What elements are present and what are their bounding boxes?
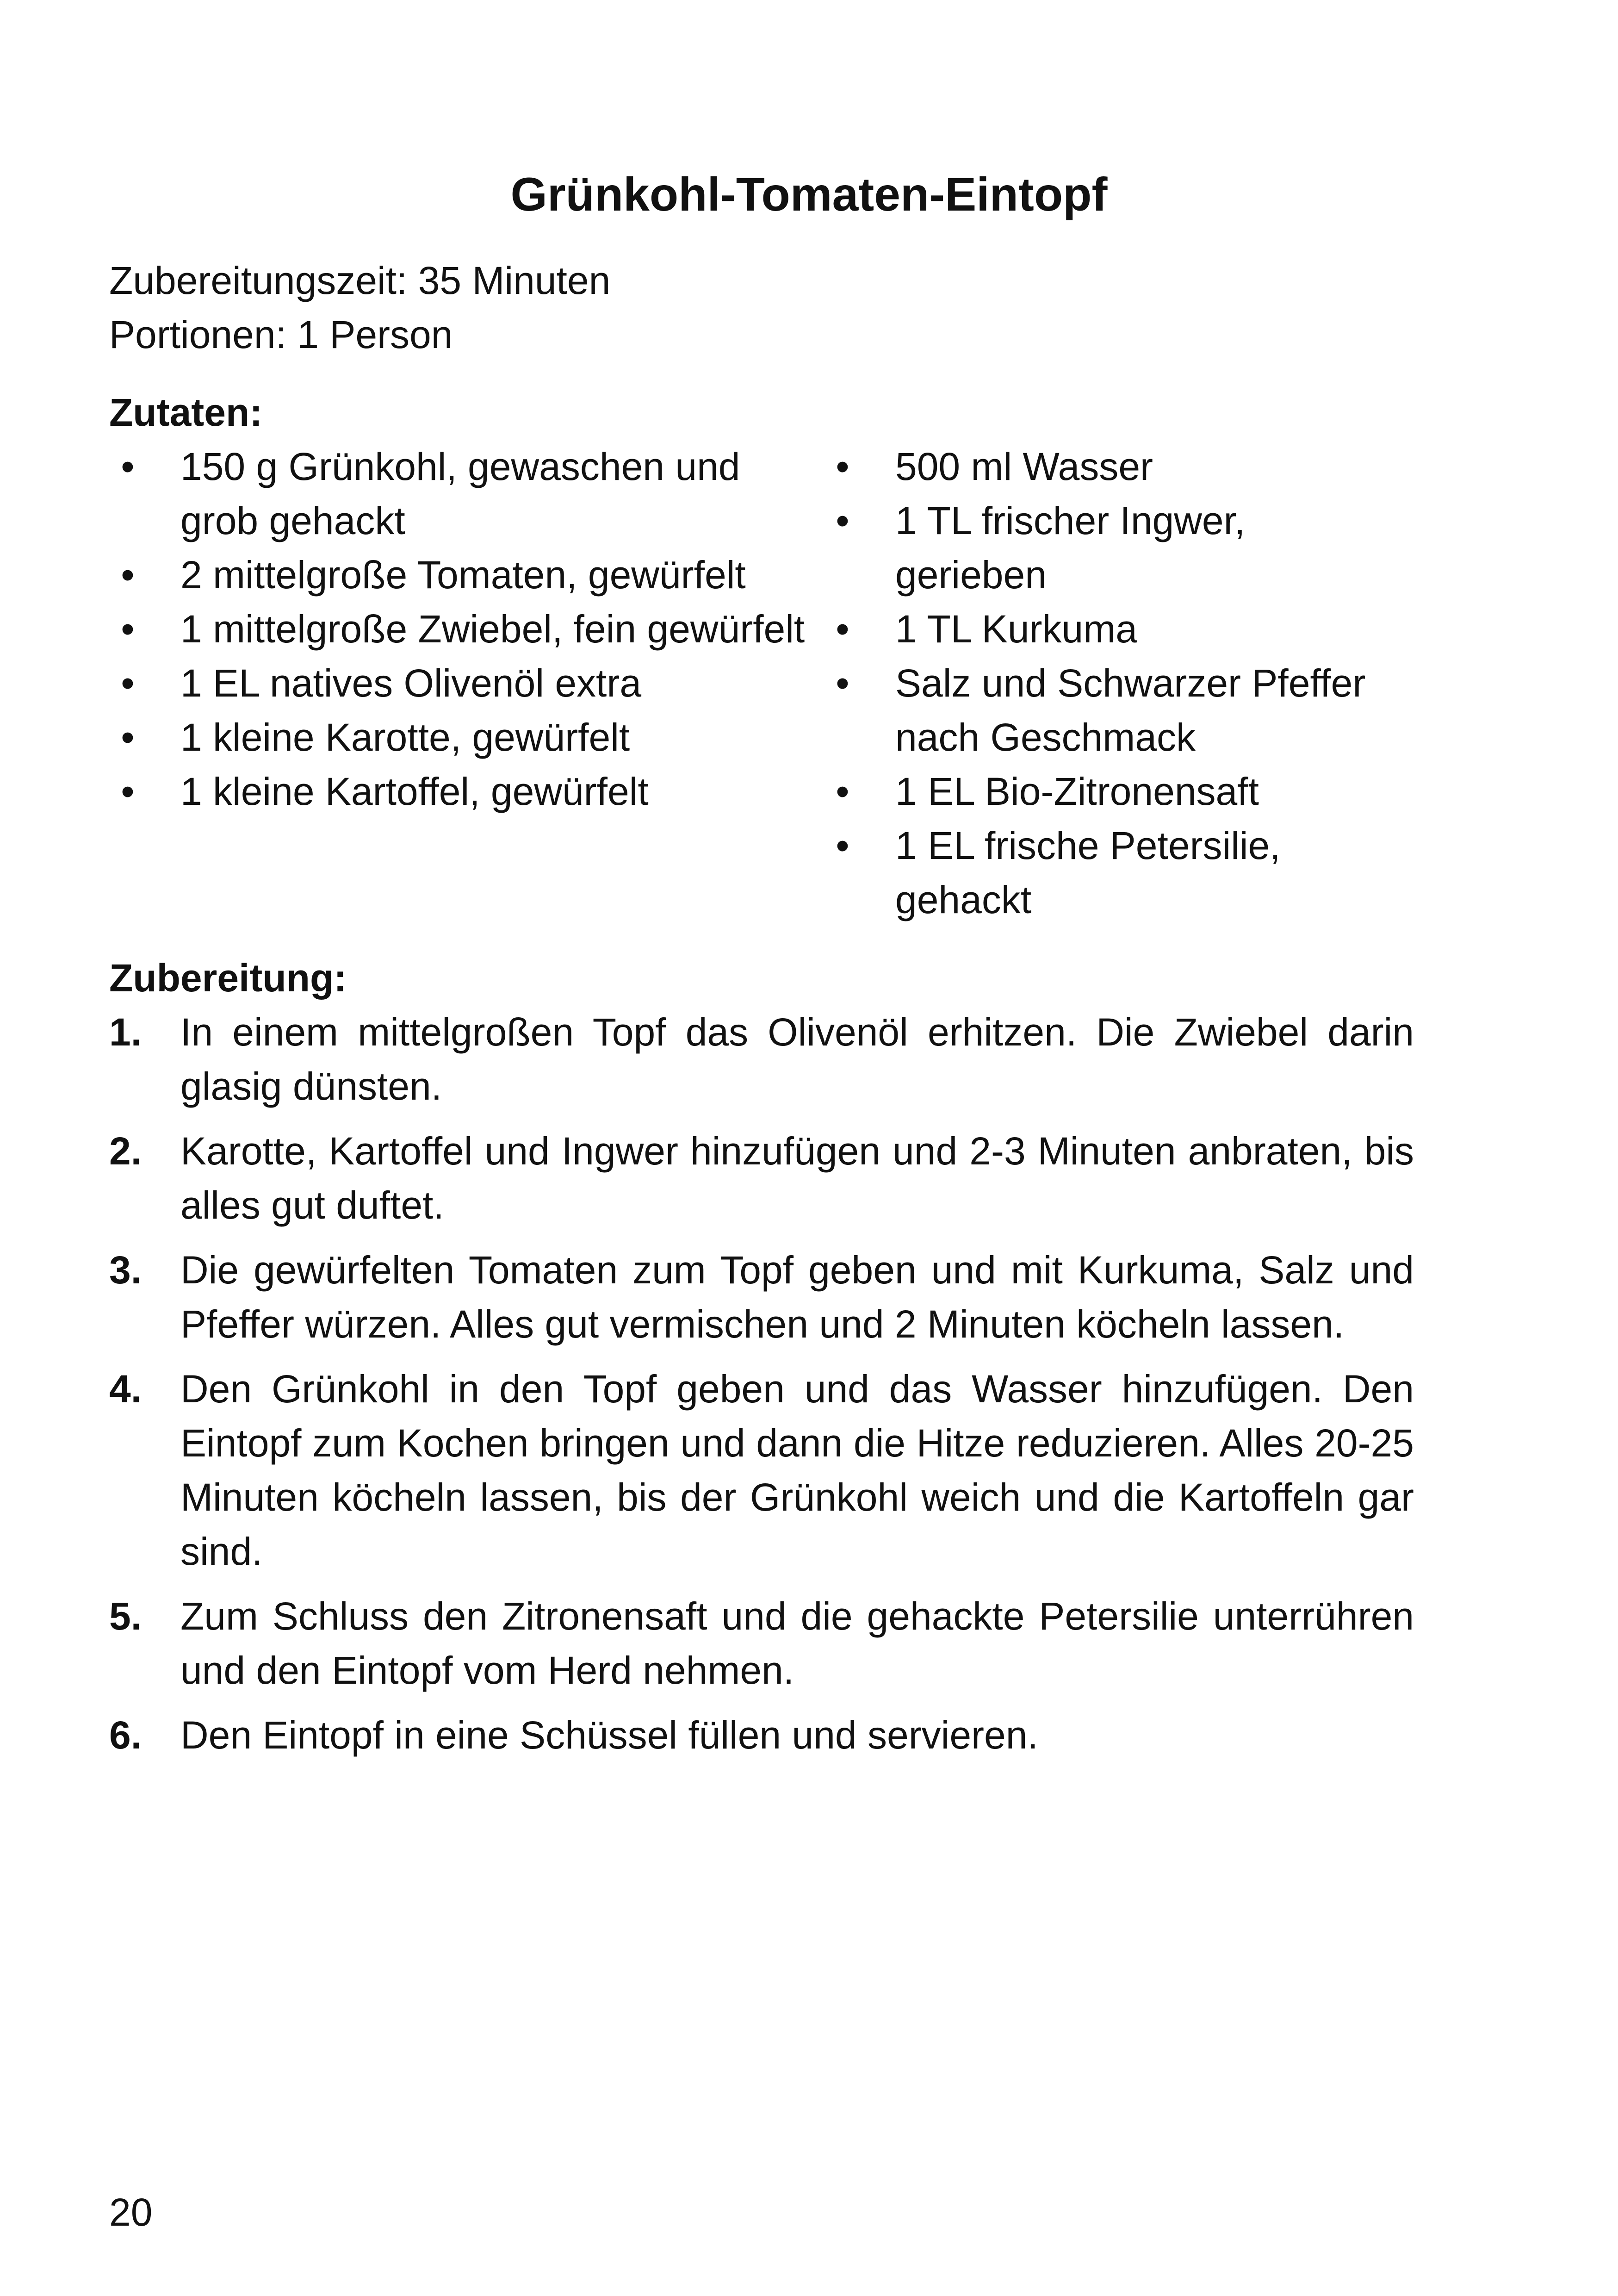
ingredient-text: 1 EL Bio-Zitronensaft	[895, 770, 1259, 813]
ingredient-item	[824, 602, 1370, 656]
step-number: 3.	[109, 1248, 142, 1292]
step-item	[109, 1708, 1414, 1762]
preparation-heading: Zubereitung:	[109, 956, 347, 1000]
ingredient-item	[109, 602, 824, 656]
ingredient-item	[109, 548, 824, 602]
step-item	[109, 1362, 1414, 1579]
step-item	[109, 1243, 1414, 1351]
ingredient-text: 1 kleine Kartoffel, gewürfelt	[180, 770, 649, 813]
bullet-icon: •	[121, 445, 135, 488]
ingredient-text: 500 ml Wasser	[895, 445, 1153, 488]
servings: Portionen: 1 Person	[109, 313, 453, 356]
ingredient-item	[109, 710, 824, 765]
ingredient-item	[109, 765, 824, 819]
ingredients-list	[109, 440, 1414, 927]
step-number: 4.	[109, 1367, 142, 1411]
preparation-steps	[109, 1005, 1414, 1773]
recipe-meta	[109, 254, 610, 362]
bullet-icon: •	[121, 716, 135, 759]
bullet-icon: •	[836, 661, 849, 705]
step-text: Den Grünkohl in den Topf geben und das Wasser hinzufügen. Den Eintopf zum Kochen bringen und dann die Hitze reduzieren. Alles 20-25 Minuten köcheln lassen, bis der Grünkohl weich und die Kartoffeln gar sind.	[180, 1367, 1414, 1573]
step-number: 2.	[109, 1129, 142, 1173]
bullet-icon: •	[836, 445, 849, 488]
step-item	[109, 1005, 1414, 1114]
ingredient-item	[824, 819, 1370, 927]
step-number: 6.	[109, 1713, 142, 1757]
ingredient-text: 150 g Grünkohl, gewaschen und grob gehackt	[180, 445, 740, 542]
ingredient-item	[824, 765, 1370, 819]
ingredient-item	[824, 440, 1370, 494]
ingredients-column-left	[109, 440, 824, 927]
page-number: 20	[109, 2190, 153, 2234]
bullet-icon: •	[836, 607, 849, 651]
step-number: 1.	[109, 1010, 142, 1054]
step-text: Zum Schluss den Zitronensaft und die gehackte Petersilie unterrühren und den Eintopf vom Herd nehmen.	[180, 1594, 1414, 1692]
step-text: Karotte, Kartoffel und Ingwer hinzufügen und 2-3 Minuten anbraten, bis alles gut duftet.	[180, 1129, 1414, 1227]
ingredient-item	[109, 656, 824, 710]
bullet-icon: •	[121, 607, 135, 651]
bullet-icon: •	[121, 661, 135, 705]
bullet-icon: •	[121, 553, 135, 597]
ingredient-text: 1 TL Kurkuma	[895, 607, 1137, 651]
ingredient-item	[824, 494, 1370, 602]
step-number: 5.	[109, 1594, 142, 1638]
ingredient-text: Salz und Schwarzer Pfeffer nach Geschmack	[895, 661, 1366, 759]
step-text: Die gewürfelten Tomaten zum Topf geben und mit Kurkuma, Salz und Pfeffer würzen. Alles gut vermischen und 2 Minuten köcheln lassen.	[180, 1248, 1414, 1346]
ingredient-text: 1 EL frische Petersilie, gehackt	[895, 824, 1281, 921]
ingredient-text: 1 EL natives Olivenöl extra	[180, 661, 642, 705]
ingredient-text: 2 mittelgroße Tomaten, gewürfelt	[180, 553, 746, 597]
step-text: In einem mittelgroßen Topf das Olivenöl erhitzen. Die Zwiebel darin glasig dünsten.	[180, 1010, 1414, 1108]
ingredient-item	[824, 656, 1370, 765]
bullet-icon: •	[836, 770, 849, 813]
ingredient-text: 1 TL frischer Ingwer, gerieben	[895, 499, 1246, 597]
step-text: Den Eintopf in eine Schüssel füllen und servieren.	[180, 1713, 1038, 1757]
ingredients-heading: Zutaten:	[109, 391, 263, 434]
recipe-title: Grünkohl-Tomaten-Eintopf	[510, 168, 1108, 221]
ingredient-item	[109, 440, 824, 548]
prep-time: Zubereitungszeit: 35 Minuten	[109, 259, 611, 302]
ingredient-text: 1 kleine Karotte, gewürfelt	[180, 716, 630, 759]
ingredients-column-right	[824, 440, 1370, 927]
step-item	[109, 1589, 1414, 1698]
ingredient-text: 1 mittelgroße Zwiebel, fein gewürfelt	[180, 607, 805, 651]
bullet-icon: •	[836, 824, 849, 867]
bullet-icon: •	[121, 770, 135, 813]
bullet-icon: •	[836, 499, 849, 542]
step-item	[109, 1124, 1414, 1232]
